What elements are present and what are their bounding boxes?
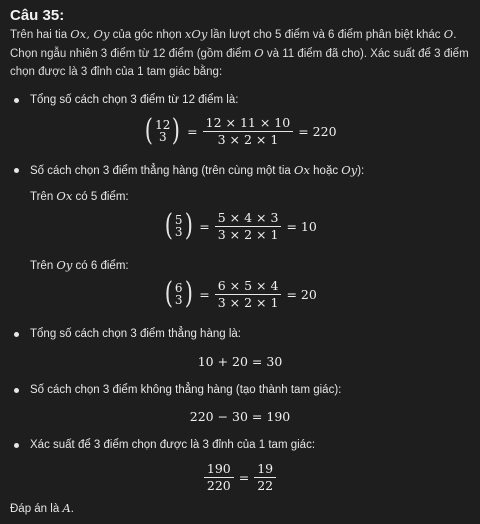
equation-total: ( 12 3 ) = $\frac{12 \times 11 \times 10}{3 \times 2 \times 1}$ = 220 <box>145 113 337 149</box>
bullet-text: Số cách chọn 3 điểm không thẳng hàng (tạo thành tam giác): <box>30 384 342 396</box>
text: Trên <box>30 191 57 203</box>
question-text <box>10 26 470 81</box>
bullet-dot-icon <box>14 98 19 103</box>
math-o: O <box>443 27 454 41</box>
sub-ox <box>30 188 129 207</box>
fraction <box>203 116 294 147</box>
answer-choice: A <box>62 501 71 515</box>
intro-text: Trên hai tia <box>10 29 71 41</box>
equation-sum <box>0 352 480 371</box>
bullet-dot-icon <box>14 332 19 337</box>
binomial: ( 6 3 ) <box>164 276 193 312</box>
answer-line <box>10 500 74 519</box>
fraction-denominator: 3 × 2 × 1 <box>217 131 279 147</box>
sub-oy <box>30 257 129 276</box>
fraction-denominator: 3 × 2 × 1 <box>217 294 279 310</box>
text: ): <box>357 165 365 177</box>
math-ox-oy: Ox, Oy <box>70 27 110 41</box>
bullet-dot-icon <box>14 443 19 448</box>
fraction-numerator: 12 × 11 × 10 <box>203 116 294 132</box>
intro-text: của góc nhọn <box>109 29 185 41</box>
text: hoặc <box>309 165 342 177</box>
binom-k: 3 <box>174 293 183 308</box>
equation-result: = 10 <box>286 218 317 234</box>
math-oy: Oy <box>56 258 73 272</box>
math-ox: Ox <box>294 163 310 177</box>
intro-text: lần lượt cho 5 điểm và 6 điểm phân biệt khác <box>207 29 444 41</box>
bullet-text: Xác suất để 3 điểm chọn được là 3 đỉnh của 1 tam giác: <box>30 439 316 451</box>
fraction <box>215 279 282 310</box>
bullet-dot-icon <box>14 168 19 173</box>
text: . <box>70 503 74 515</box>
equation-result: = 20 <box>286 286 317 302</box>
equation-diff <box>0 407 480 426</box>
math-xoy: xOy <box>184 27 208 41</box>
bullet-text <box>30 162 364 181</box>
equation-text: 220 − 30 = 190 <box>189 409 291 424</box>
fraction <box>254 462 276 493</box>
text: Đáp án là <box>10 503 63 515</box>
binomial: ( 12 3 ) <box>145 113 181 149</box>
binom-k: 3 <box>158 130 167 145</box>
text: có 5 điểm: <box>72 191 129 203</box>
question-title: Câu 35: <box>10 7 65 24</box>
binom-k: 3 <box>174 225 183 240</box>
math-o: O <box>254 45 264 60</box>
intro-text: . Chọn ngẫu nhiên 3 điểm từ 12 điểm (gồm điểm <box>10 29 457 60</box>
intro-text: và 11 điểm đã cho). Xác suất để 3 điểm chọn được là 3 đỉnh của 1 tam giác bằng: <box>10 47 469 78</box>
fraction-numerator: 19 <box>254 462 276 478</box>
bullet-text: Tổng số cách chọn 3 điểm thẳng hàng là: <box>30 328 241 340</box>
binom-n: 6 <box>174 280 183 295</box>
text: Số cách chọn 3 điểm thẳng hàng (trên cùng một tia <box>30 165 295 177</box>
equation-probability: $\frac{190}{220}$ = $\frac{19}{22}$ <box>0 459 480 493</box>
math-ox: Ox <box>56 189 73 203</box>
fraction <box>215 211 282 242</box>
equation-oy: ( 6 3 ) = $\frac{6 \times 5 \times 4}{3 \times 2 \times 1}$ = 20 <box>164 276 317 312</box>
fraction-numerator: 190 <box>204 462 234 478</box>
binom-n: 5 <box>174 212 183 227</box>
bullet-dot-icon <box>14 388 19 393</box>
fraction-denominator: 22 <box>257 477 274 493</box>
binom-n: 12 <box>155 117 171 132</box>
binomial: ( 5 3 ) <box>164 208 193 244</box>
fraction-numerator: 6 × 5 × 4 <box>215 279 282 295</box>
equation-ox: ( 5 3 ) = $\frac{5 \times 4 \times 3}{3 \times 2 \times 1}$ = 10 <box>164 208 317 244</box>
text: có 6 điểm: <box>72 260 129 272</box>
text: Trên <box>30 260 57 272</box>
bullet-text: Tổng số cách chọn 3 điểm từ 12 điểm là: <box>30 94 239 106</box>
fraction-numerator: 5 × 4 × 3 <box>215 211 282 227</box>
math-oy: Oy <box>341 163 358 177</box>
fraction-denominator: 3 × 2 × 1 <box>217 226 279 242</box>
equation-text: 10 + 20 = 30 <box>197 354 283 369</box>
fraction-denominator: 220 <box>206 477 231 493</box>
fraction <box>204 462 234 493</box>
equation-result: = 220 <box>298 123 337 139</box>
